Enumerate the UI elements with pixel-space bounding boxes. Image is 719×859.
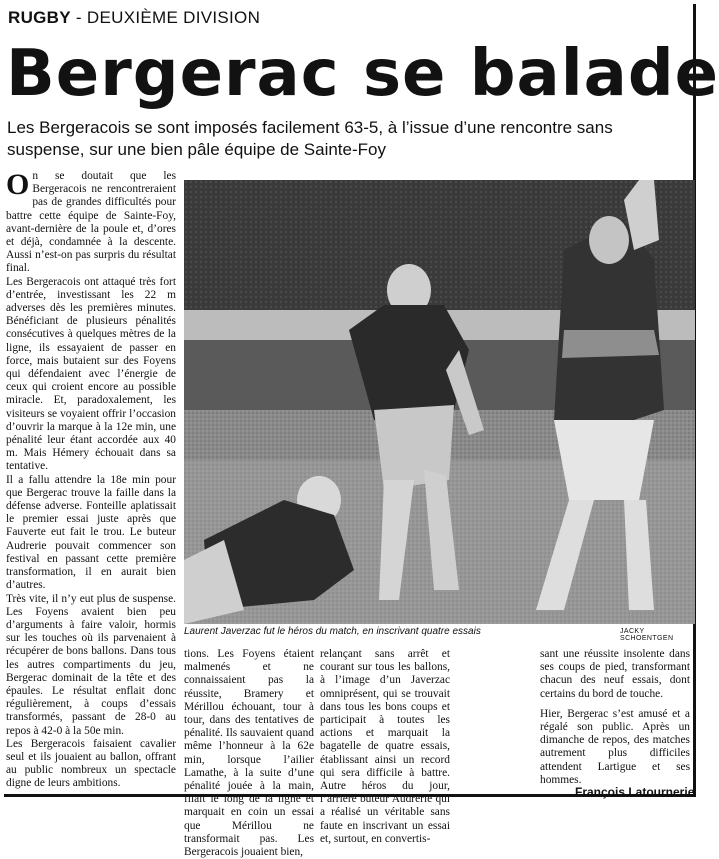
column1-paragraph-1: On se doutait que les Bergeracois ne rencontreraient pas de grandes difficultés pour battre cette équipe de Sainte-Foy, avant-dernière de la poule et, d’ores et déjà, condamnée à la descente. Aussi n’est-on pas surpris du résultat final. — [6, 168, 176, 275]
deck-subtitle: Les Bergeracois se sont imposés facilement 63-5, à l’issue d’une rencontre sans suspense, sur une bien pâle équipe de Sainte-Foy — [7, 118, 613, 159]
headline: Bergerac se balade — [6, 37, 719, 111]
section-rubric — [8, 8, 260, 28]
column1-paragraph-5: Les Bergeracois faisaient cavalier seul et ils jouaient au ballon, offrant au public nombreux un spectacle digne de leurs ambitions. — [6, 737, 176, 790]
byline: François Latournerie — [575, 785, 695, 799]
column4-paragraph-2: Hier, Bergerac s’est amusé et a régalé son public. Après un dimanche de repos, des matches autrement plus difficiles attendent Lartigue et ses hommes. — [540, 707, 690, 786]
column2-text: tions. Les Foyens étaient malmenés et ne connaissaient pas la réussite, Bramery et Mérillou échouant, tour à tour, dans des tentatives de pénalité. Ils sauvaient quand même l’honneur à la 62e min, lorsque l’ailier Lamathe, à la suite d’une pénalité jouée à la main, filait le long de la ligne et marquait en coin un essai que Mérillou ne transformait pas. Les Bergeracois jouaient bien, — [184, 648, 314, 859]
dropcap: O — [6, 168, 30, 201]
article-column-3 — [320, 648, 450, 845]
column4-paragraph-1: sant une réussite insolente dans ses coups de pied, transformant chacun des neuf essais, dont certains du bord de touche. — [540, 648, 690, 700]
article-column-2 — [184, 648, 314, 859]
column3-text: relançant sans arrêt et courant sur tous les ballons, à l’image d’un Javerzac omniprésent, qui se trouvait dans tous les bons coups et participait à toutes les actions et marquait la bagatelle de quatre essais, établissant ainsi un record qui sera difficile à battre. Autre héros du jour, l’arrière buteur Audrerie qui a réalisé un véritable sans faute en inscrivant un essai et, surtout, en convertis- — [320, 648, 450, 845]
photo-credit: JACKY SCHOENTGEN — [620, 628, 674, 642]
match-photo — [184, 180, 695, 624]
rubric-category: RUGBY — [8, 8, 71, 27]
article-column-1 — [6, 170, 176, 795]
article-column-4 — [540, 648, 690, 798]
column1-paragraph-2: Les Bergeracois ont attaqué très fort d’entrée, investissant les 22 m adverses dès les premières minutes. Bénéficiant de plusieurs pénalités consécutives à quelques mètres de la ligne, ils essayaient de passer en force, mais butaient sur des Foyens qui défendaient avec l’énergie de ceux qui croient encore au possible miracle. Et, paradoxalement, les visiteurs se voyaient offrir l’occasion d’ouvrir la marque à la 12e min, une pénalité leur étant accordée aux 40 m. Mais Hémery échouait dans sa tentative. — [6, 275, 176, 473]
column1-paragraph-4: Très vite, il n’y eut plus de suspense. Les Foyens avaient bien peu d’arguments à faire valoir, hormis sur les touches où ils parvenaient à récupérer de bons ballons. Dans tous les autres compartiments du jeu, Bergerac dominait de la tête et des épaules. Le résultat enflait donc régulièrement, à coups d’essais transformés, passant de 28-0 au repos à 42-0 à la 50e min. — [6, 592, 176, 737]
rubric-division: - DEUXIÈME DIVISION — [70, 8, 261, 27]
column1-paragraph-3: Il a fallu attendre la 18e min pour que Bergerac trouve la faille dans la défense adverse. Fonteille aplatissait le premier essai juste après que Fauverte eut fait le trou. Le buteur Audrerie pouvait commencer son festival en passant cette première transformation, il en aurait bien d’autres. — [6, 473, 176, 592]
photo-image — [184, 180, 695, 624]
photo-caption: Laurent Javerzac fut le héros du match, en inscrivant quatre essais — [184, 626, 481, 637]
